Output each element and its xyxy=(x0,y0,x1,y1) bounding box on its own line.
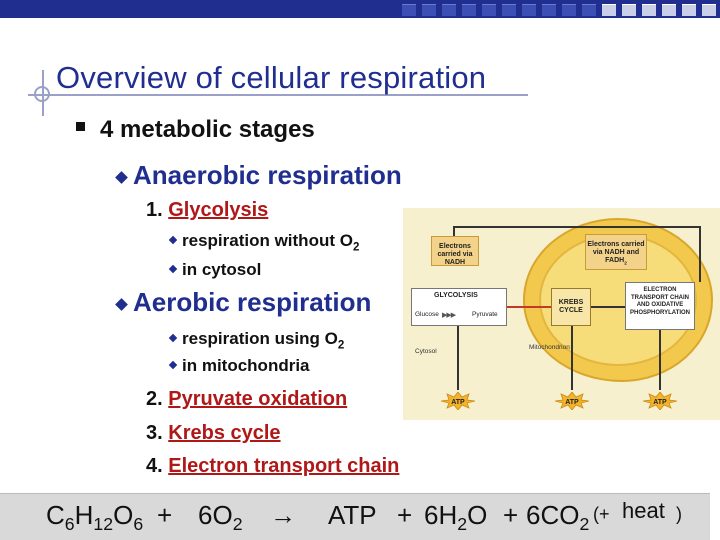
sub-point xyxy=(170,231,359,253)
small-diamond-icon xyxy=(169,334,177,342)
pyruvate-label: Pyruvate xyxy=(472,311,498,318)
sub-point xyxy=(170,260,261,280)
etc-box: ELECTRON TRANSPORT CHAIN AND OXIDATIVE PHOSPHORYLATION xyxy=(625,282,695,330)
subscript: 2 xyxy=(352,241,360,254)
water-h: 6H xyxy=(424,500,458,530)
small-diamond-icon xyxy=(169,236,177,244)
sub-point-text: in cytosol xyxy=(182,260,262,279)
connector-line xyxy=(571,326,573,390)
slide-title: Overview of cellular respiration xyxy=(56,60,487,95)
glycolysis-label: GLYCOLYSIS xyxy=(434,292,478,299)
step-number: 3. xyxy=(146,422,163,444)
bar-square xyxy=(642,4,656,16)
bar-square xyxy=(562,4,576,16)
sub-point-text: in mitochondria xyxy=(182,356,310,375)
connector-line xyxy=(659,330,661,390)
glucose-label: Glucose xyxy=(415,311,439,318)
krebs-cycle-box: KREBS CYCLE xyxy=(551,288,591,326)
equation-glucose xyxy=(46,500,143,535)
connector-line xyxy=(457,326,459,390)
connector-line xyxy=(699,226,701,282)
bar-square xyxy=(502,4,516,16)
atp-burst-icon xyxy=(643,392,677,408)
equation-oxygen xyxy=(198,500,243,535)
glucose-h: H xyxy=(74,500,94,530)
electrons-nadh-fadh-box xyxy=(585,234,647,270)
atp-burst-icon xyxy=(441,392,475,408)
bar-square xyxy=(422,4,436,16)
subscript: 2 xyxy=(337,339,345,352)
subscript: 2 xyxy=(232,514,243,535)
top-bar xyxy=(0,0,720,18)
sub-point xyxy=(170,329,344,351)
oxygen-text: 6O xyxy=(198,500,233,530)
respiration-diagram xyxy=(403,208,720,420)
atp-label: ATP xyxy=(653,399,667,406)
bar-square xyxy=(622,4,636,16)
atp-label: ATP xyxy=(565,399,579,406)
arrow-line xyxy=(507,306,551,308)
bar-square xyxy=(482,4,496,16)
step-number: 4. xyxy=(146,455,163,477)
sub-point-text: respiration without O xyxy=(182,231,353,250)
equation-plus: + xyxy=(503,500,519,530)
step-electron-transport-chain xyxy=(146,455,399,478)
equation-arrow-icon: → xyxy=(270,500,296,530)
pyruvate-oxidation-link[interactable]: Pyruvate oxidation xyxy=(168,388,348,410)
equation-atp: ATP xyxy=(328,500,377,530)
sub-point-text: respiration using O xyxy=(182,329,338,348)
atp-burst-icon xyxy=(555,392,589,408)
sub-point xyxy=(170,356,310,376)
subscript: 12 xyxy=(93,514,114,535)
small-diamond-icon xyxy=(169,361,177,369)
subscript: 6 xyxy=(133,514,144,535)
bar-square xyxy=(702,4,716,16)
equation-co2 xyxy=(526,500,589,535)
diamond-bullet-icon xyxy=(115,171,128,184)
bar-square xyxy=(542,4,556,16)
mitochondrion-label: Mitochondrion xyxy=(529,344,570,351)
subscript: 2 xyxy=(624,261,627,267)
equation-heat: heat xyxy=(622,498,665,523)
aerobic-heading: Aerobic respiration xyxy=(133,287,372,317)
glycolysis-link[interactable]: Glycolysis xyxy=(168,199,269,221)
bar-square xyxy=(522,4,536,16)
krebs-cycle-link[interactable]: Krebs cycle xyxy=(168,422,281,444)
co2-text: 6CO xyxy=(526,500,580,530)
bar-square xyxy=(462,4,476,16)
bar-square xyxy=(662,4,676,16)
equation-water xyxy=(424,500,487,535)
step-number: 1. xyxy=(146,199,163,221)
step-krebs-cycle xyxy=(146,422,281,445)
arrows-icon: ▶▶▶ xyxy=(442,312,456,319)
bar-square xyxy=(682,4,696,16)
cytosol-label: Cytosol xyxy=(415,348,437,355)
arrow-line xyxy=(591,306,625,308)
equation-heat-close: ) xyxy=(676,504,682,524)
subscript: 2 xyxy=(579,514,590,535)
subscript: 6 xyxy=(64,514,75,535)
glycolysis-box xyxy=(411,288,507,326)
electrons-nadh-box: Electrons carried via NADH xyxy=(431,236,479,266)
equation-plus: + xyxy=(157,500,173,530)
equation-plus: + xyxy=(397,500,413,530)
step-glycolysis xyxy=(146,199,268,222)
electron-transport-chain-link[interactable]: Electron transport chain xyxy=(168,455,400,477)
glucose-o: O xyxy=(113,500,134,530)
crosshair-circle xyxy=(34,86,50,102)
anaerobic-heading: Anaerobic respiration xyxy=(133,160,402,190)
subscript: 2 xyxy=(457,514,468,535)
step-pyruvate-oxidation xyxy=(146,388,347,411)
equation-heat-open: (+ xyxy=(593,504,610,524)
bar-square xyxy=(402,4,416,16)
electrons-nadh-fadh-text: Electrons carried via NADH and FADH xyxy=(587,241,645,264)
atp-label: ATP xyxy=(451,399,465,406)
connector-line xyxy=(453,226,699,228)
bar-square xyxy=(602,4,616,16)
square-bullet-icon xyxy=(76,122,85,131)
diamond-bullet-icon xyxy=(115,298,128,311)
bar-square xyxy=(582,4,596,16)
small-diamond-icon xyxy=(169,265,177,273)
step-number: 2. xyxy=(146,388,163,410)
bar-square xyxy=(442,4,456,16)
bullet-metabolic-stages: 4 metabolic stages xyxy=(100,116,315,143)
water-o: O xyxy=(467,500,488,530)
glucose-c: C xyxy=(46,500,65,530)
